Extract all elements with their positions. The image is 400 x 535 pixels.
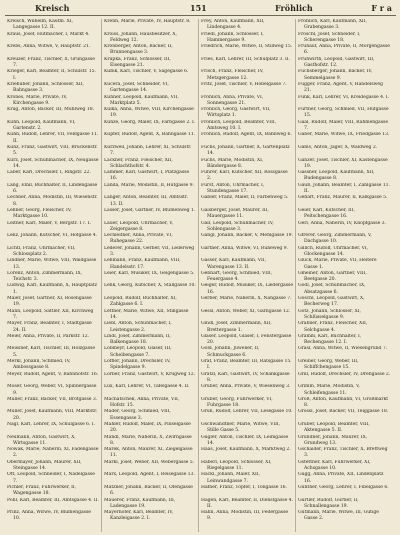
- directory-entry: Müller, Josef, Kaufmann, VIII, Marktstr. 20.: [7, 409, 98, 421]
- directory-entry: Gaisberger, Josef, Maurer, III, Mauergasse 11.: [201, 207, 269, 220]
- directory-entry: Günther, Georg, Lehrer, I, Fibelgasse 6.: [298, 484, 389, 490]
- directory-entry: Lang, Emil, Buchhalter, II, Lindengasse 6.: [7, 182, 98, 195]
- directory-entry: Gstettner, Karl, Fuhrwerker, XI, Achsgasse 10.: [298, 459, 371, 472]
- directory-entry: Kunze, Georg, Maler, IX, Farbgasse 2. I.: [104, 119, 196, 125]
- directory-entry: Lichtl, Franz, Uhrmacher, VII, Schlossplatz 2.: [7, 245, 76, 257]
- directory-entry: Liebl, Anton, Schuhmacher, I, Leistengasse 2.: [104, 321, 172, 333]
- directory-entry: Fugger, Franz, Agent, V, Handelsweg 21.: [298, 81, 383, 94]
- page-header: [5, 3, 396, 16]
- directory-entry: Gaber, Marie, Witwe, IX, Friedgasse 13.: [298, 132, 390, 138]
- directory-entry: Hagen, Karl, Beamter, II, Dienstgasse 4. II.: [201, 497, 293, 509]
- directory-entry: Lenz, Johann, Kutscher, VI, Hofgasse 4.: [7, 233, 98, 239]
- directory-entry: Kuhn, Rudolf, Lehrer, VII, Feldgasse 11. II.: [7, 132, 99, 144]
- directory-entry: Funk, Karl, Lehrer, VI, Kreidegasse 4. I.: [298, 94, 389, 100]
- directory-entry: Krenn, Marie, Private, IV, Hauptstr. 8.: [104, 19, 191, 24]
- directory-entry: Götz, Johann, Schlosser, XI, Schlüsselgasse 9.: [298, 308, 361, 320]
- directory-entry: Kupfer, Rudolf, Agent, X, Bahngasse 11.: [104, 132, 196, 138]
- directory-entry: Gödl, Josef, Schuhmacher, IX, Absatzgasse 6.: [298, 283, 366, 295]
- directory-entry: Fröhlich, Rudolf, Agent, IX, Bahnweg 6.: [201, 132, 292, 138]
- directory-entry: Gschwandtner, Marie, Witwe, VIII, Stille Gasse 5.: [201, 422, 281, 434]
- directory-entry: Mandl, Marie, Näherin, X, Zwirngasse 8.: [104, 434, 192, 446]
- directory-entry: Leopold, Rudolf, Buchhalter, XI, Zahlgasse 6. I.: [104, 296, 177, 308]
- directory-entry: Geier, Karl, Kutscher, III, Peitschengasse 16.: [298, 207, 355, 220]
- directory-entry: Göschl, Leopold, Gastwirt, X, Becherweg 17.: [298, 296, 365, 308]
- directory-entry: Frühauf, Anna, Private, II, Morgengasse 6.: [298, 44, 390, 56]
- directory-entry: Lehmann, Franz, Kaufmann, VIII, Handelsstr. 17.: [104, 258, 181, 270]
- directory-entry: Hahn, Anna, Modistin, III, Federgasse 9.: [201, 510, 289, 522]
- directory-entry: Moser, Georg, Weber, VI, Spinnergasse 9.: [7, 384, 97, 396]
- directory-entry: Kreuzer, Franz, Tischler, X, Grüngasse 7.: [7, 56, 95, 69]
- directory-entry: Landa, Marie, Modistin, II, Hutgasse 9.: [104, 182, 194, 188]
- directory-entry: Nagl, Karl, Lehrer, IX, Schulgasse 6. I.: [7, 422, 95, 427]
- directory-entry: Gartner, Anna, Witwe, VI, Ruheweg 9.: [201, 245, 288, 251]
- directory-entry: Führer, Karl, Kutscher, XII, Rossgasse 2.: [201, 170, 288, 182]
- directory-entry: Fröhlich, Leopold, Beamter, VIII, Amtsweg 10. I.: [201, 119, 277, 132]
- directory-entry: Haberl, Leopold, Schlosser, XI, Riegelgasse 11.: [201, 459, 272, 472]
- directory-entry: Fuchsberger, Johann, Bäcker, IV, Semmelgasse 9.: [298, 69, 373, 81]
- directory-entry: Mader, Georg, Schmied, VIII, Essengasse 3.: [104, 409, 171, 421]
- directory-entry: Kreisch, Wilhelm, Kaufm. XI, Langegasse 12. II.: [7, 19, 73, 31]
- directory-entry: Fröschl, Josef, Schneider, I, Scherengasse 18.: [298, 31, 361, 43]
- directory-column-1: [5, 19, 102, 532]
- directory-entry: Gassner, Leopold, Kaufmann, XII, Budengasse 8.: [298, 170, 375, 182]
- directory-entry: Gold, Johann, Juwelier, II, Schmuckgasse 6.: [201, 346, 260, 358]
- directory-entry: Gebhart, Georg, Schmied, VIII, Feuergasse 4.: [201, 270, 273, 283]
- header-far-right: F r a: [371, 3, 392, 13]
- directory-entry: Lammer, Karl, Gastwirt, I, Platzgasse 16.: [104, 170, 190, 182]
- directory-entry: Marek, Anton, Maurer, XI, Ziegelgasse 11.: [104, 447, 193, 459]
- directory-entry: Gerber, Marie, Näherin, X, Nähgasse 7.: [201, 296, 292, 302]
- directory-entry: Pichler, Franz, Fuhrwerker, II, Wagengasse 18.: [7, 484, 77, 497]
- directory-entry: Lasser, Josef, Gärtner, IV, Blumenweg 1.: [104, 207, 196, 213]
- directory-entry: Graf, Franz, Beamter, III, Ratsgasse 15. I.: [201, 359, 292, 371]
- directory-entry: Fritz, Josef, Tischler, V, Hobelgasse 7.: [201, 81, 287, 87]
- directory-entry: Meissner, Karl, Tischler, III, Holzgasse 5.: [7, 346, 96, 358]
- directory-entry: Mahler, Rudolf, Maler, IX, Pinselgasse 20.: [104, 422, 191, 434]
- directory-entry: Friedl, Johann, Schlosser, I, Hammergasse 9.: [201, 31, 264, 43]
- header-right-keyword: Fröhlich: [275, 3, 313, 13]
- directory-entry: Frey, Anton, Kaufmann, XII, Lindengasse 4.: [201, 19, 265, 31]
- directory-entry: Gruber, Anna, Private, V, Wiesenweg 3.: [201, 384, 291, 390]
- directory-entry: Gschaider, Franz, Tischler, X, Brettweg 3.: [298, 447, 388, 459]
- directory-entry: Meyer, Rudolf, Agent, V, Bahnhofstr. 16.: [7, 371, 99, 377]
- directory-entry: Obermayer, Johann, Maurer, XII, Steingasse 14.: [7, 459, 82, 472]
- directory-entry: Maier, Josef, Gärtner, XI, Rosengasse 19.: [7, 296, 92, 308]
- directory-entry: Lorenz, Anton, Zimmermann, IX, Teichstr. 3.: [7, 270, 83, 283]
- directory-entry: Grasl, Anna, Witwe, II, Wiesengrund 7.: [298, 346, 388, 352]
- directory-column-3: [199, 19, 296, 532]
- directory-entry: Lehner, Georg, Fleischer, IV, Marktgasse 10.: [7, 207, 72, 220]
- directory-entry: Gessl, Anton, Weber, XI, Garngasse 12.: [201, 308, 291, 314]
- directory-entry: Markl, Josef, Weber, XII, Webergasse 5.: [104, 459, 195, 465]
- directory-entry: Grimm, Marie, Modistin, V, Schleifengasse 11.: [298, 384, 360, 396]
- directory-entry: Lechleitner, Anna, Private, VI, Ruhegasse 22.: [104, 233, 173, 245]
- directory-entry: Gasser, Karl, Kaufmann, VII, Warengasse 13. II.: [201, 258, 266, 270]
- directory-entry: Fröhlich, Anna, Private, VI, Sonnengasse 21.: [201, 94, 264, 106]
- directory-entry: Fuchs, Johann, Gärtner, X, Gartenplatz 14.: [201, 144, 290, 157]
- directory-entry: Pohl, Karl, Beamter, III, Amtsgasse 4. II.: [7, 497, 99, 503]
- directory-entry: Kurz, Josef, Schuhmacher, IX, Neugasse 14.: [7, 157, 99, 169]
- directory-entry: Grün, Rudolf, Lehrer, VII, Lesegasse 10.: [201, 409, 293, 415]
- directory-entry: Matzner, Johann, Bäcker, II, Ofengasse 6.: [104, 484, 193, 497]
- directory-entry: Laber, Karl, Drechsler, I, Ringstr. 22.: [7, 170, 91, 176]
- directory-entry: Lorber, Franz, Gastwirt, V, Krugweg 12.: [104, 371, 196, 377]
- directory-entry: Krones, Marie, Private, IV, Kirchengasse 9.: [7, 94, 68, 106]
- directory-entry: Groß, Anton, Kaufmann, VI, Großmarkt 8.: [298, 396, 389, 409]
- directory-entry: Gruber, Leopold, Beamter, VIII, Aktengasse 5. II.: [298, 422, 370, 434]
- directory-entry: Grabner, Franz, Fleischer, XII, Selchgasse 4.: [298, 321, 368, 333]
- directory-entry: Ganzer, Josef, Tischler, XI, Kastengasse 19.: [298, 157, 388, 169]
- directory-entry: Lindl, Josef, Zimmermann, II, Balkengasse 18.: [104, 333, 171, 346]
- directory-entry: Meier, Anna, Private, II, Parkstr. 12.: [7, 333, 90, 339]
- directory-entry: Grill, Rudolf, Drechsler, IV, Drehgasse 2.: [298, 371, 391, 377]
- directory-entry: Ott, Leopold, Schneider, I, Nadelgasse 7.: [7, 472, 95, 484]
- directory-entry: Frühwirth, Leopold, Gastwirt, III, Gasthofstr. 12.: [298, 56, 375, 69]
- directory-entry: Greiner, Georg, Weber, III, Schiffchengasse 15.: [298, 359, 359, 371]
- directory-entry: Mayer, Franz, Beamter, I, Stadtgasse 24. II.: [7, 321, 92, 333]
- directory-entry: Krebs, Anna, Witwe, V, Hauptstr. 21.: [7, 44, 91, 50]
- directory-entry: Neumann, Anton, Gastwirt, X, Wirtsgasse 11.: [7, 434, 76, 446]
- directory-entry: Gillich, Rudolf, Uhrmacher, VI, Glockengasse 14.: [298, 245, 369, 257]
- directory-entry: Mann, Leopold, Sattler, XII, Kirchweg 7.: [7, 308, 94, 320]
- directory-entry: Leier, Karl, Musiker, IX, Geigengasse 5.: [104, 270, 195, 276]
- directory-entry: Fürst, Anton, Uhrmacher, I, Stundengasse 17.: [201, 182, 265, 195]
- directory-entry: Gaal, Rudolf, Maler, VIII, Rahmengasse 7.: [298, 119, 389, 132]
- directory-entry: Prinz, Anna, Witwe, IV, Blumengasse 10.: [7, 510, 91, 522]
- directory-entry: Lechner, Anna, Modistin, III, Wiesenstr. 8.: [7, 195, 98, 207]
- directory-entry: Kuhner, Leopold, Kaufmann, VII, Marktplatz 5.: [104, 94, 179, 106]
- directory-entry: Lederer, Johann, Gerber, VII, Lederweg 3.: [104, 245, 195, 257]
- directory-entry: Geiger, Rudolf, Musiker, IX, Liedergasse 16.: [201, 283, 293, 295]
- directory-entry: Kriehuber, Johann, Schlosser, XII, Bahngasse 3.: [7, 81, 84, 94]
- directory-entry: Gehart, Franz, Maurer, II, Kalkgasse 5.: [298, 195, 388, 201]
- directory-entry: Löffler, Johann, Drechsler, IV, Spindelgasse 9.: [104, 359, 171, 371]
- directory-entry: Kraus, Josef, Hutmacher, I, Markt 4.: [7, 31, 90, 37]
- directory-entry: Gramm, Karl, Buchhalter, I, Rechengasse 12. I.: [298, 333, 362, 346]
- directory-entry: Kurzweil, Johann, Lehrer, XI, Schulstr. 7.: [104, 144, 192, 157]
- directory-entry: Merkl, Johann, Schmied, IV, Ambossgasse 8.: [7, 359, 71, 371]
- directory-entry: Lettner, Marie, Witwe, XII, Stillgasse 14.: [104, 308, 189, 320]
- directory-entry: Grössl, Josef, Bäcker, VII, Teiggasse 18.: [298, 409, 389, 415]
- directory-entry: Gugg, Anna, Private, XII, Lindenplatz 16.: [298, 472, 384, 484]
- directory-entry: Krieger, Karl, Beamter, II, Schulstr. 15. I.: [7, 69, 96, 81]
- directory-entry: Krug, Anton, Bäcker, III, Mühlweg 18.: [7, 107, 94, 113]
- directory-entry: Kulka, Anna, Witwe, VIII, Kirchengasse 19.: [104, 107, 194, 119]
- directory-entry: Lauer, Leopold, Uhrmacher, V, Zeigergasse 8.: [104, 220, 174, 232]
- directory-entry: Leitner, Karl, Maler, V, Bergstr. 17. I.: [7, 220, 91, 226]
- directory-entry: Gabler, Franz, Maler, II, Farbenweg 5.: [201, 195, 289, 201]
- directory-entry: Gutmann, Marie, Witwe, III, Gütige Gasse 2.: [298, 510, 379, 522]
- directory-entry: Fröhlich, Georg, Gastwirt, VII, Wirtsplatz 1.: [201, 107, 271, 119]
- directory-entry: Mauerer, Franz, Kaufmann, III, Ladengasse 19.: [104, 497, 176, 509]
- directory-entry: Gruber, Georg, Fuhrwerker, VI, Fuhrgasse 18.: [201, 396, 273, 409]
- directory-entry: Mayerhofer, Karl, Beamter, IV, Kanzleigasse 2. I.: [104, 510, 174, 522]
- directory-entry: Kroiss, Johann, Hausbesitzer, X, Feldweg 12.: [104, 31, 177, 43]
- directory-entry: Glaser, Leopold, Glaser, I, Fenstergasse 20.: [201, 333, 292, 346]
- directory-entry: Fries, Karl, Lehrer, III, Schulplatz 3. II.: [201, 56, 290, 62]
- directory-entry: Gerl, Anna, Näherin, IV, Knopfgasse 3.: [298, 220, 386, 226]
- directory-entry: Krupka, Franz, Schlosser, III, Eisengasse 21.: [104, 56, 171, 69]
- directory-entry: Grundner, Johann, Maurer, IX, Grundweg 13.: [298, 434, 368, 446]
- directory-entry: Lux, Karl, Lehrer, VI, Tafelgasse 4. II.: [104, 384, 190, 390]
- directory-column-4: [296, 19, 393, 532]
- directory-entry: Kühn, Leopold, Kaufmann, VI, Gartenstr. 2.: [7, 119, 76, 132]
- directory-entry: Nowak, Marie, Näherin, XI, Fadengasse 2.: [7, 447, 99, 459]
- directory-entry: Kunz, Franz, Gastwirt, VIII, Brückenstr. 5.: [7, 144, 98, 157]
- directory-entry: Furtner, Georg, Schmied, VII, Hufgasse 15.: [298, 107, 389, 119]
- directory-entry: Hafner, Franz, Töpfer, I, Tongasse 16.: [201, 484, 287, 490]
- directory-entry: Müller, Franz, Bäcker, VII, Brotgasse 3.: [7, 396, 98, 402]
- directory-entry: Gugler, Anton, Tischler, IX, Leimgasse 14.: [201, 434, 289, 446]
- directory-column-2: [102, 19, 199, 532]
- directory-entry: Machatschek, Anna, Private, VII, Hofstr. 15.: [104, 396, 180, 409]
- directory-entry: Gmeiner, Anton, Gärtner, VIII, Beetgasse 20.: [298, 270, 367, 283]
- directory-entry: Gindl, Josef, Zimmermann, XII, Brettergasse 1.: [201, 321, 272, 333]
- directory-entry: Gratzl, Karl, Gastwirt, IV, Schankgasse 8.: [201, 371, 290, 383]
- directory-entry: Langer, Anton, Beamter, III, Amtsstr. 13. II.: [104, 195, 188, 207]
- directory-entry: Ludwig, Karl, Kaufmann, X, Hauptplatz 1.: [7, 283, 97, 295]
- directory-entry: Haas, Josef, Kaufmann, X, Marktweg 2.: [201, 447, 291, 453]
- directory-entry: Gall, Leopold, Schuhmacher, IV, Sohlengasse 3.: [201, 220, 274, 232]
- directory-entry: Gfrerer, Georg, Zimmermann, V, Dachgasse 10.: [298, 233, 372, 245]
- directory-columns: [5, 19, 396, 532]
- directory-entry: Lindner, Marie, Witwe, VIII, Waldgasse 13.: [7, 258, 97, 270]
- directory-entry: Lackner, Franz, Fleischer, XII, Schlachthofstr. 4.: [104, 157, 173, 169]
- directory-entry: Kronberger, Anton, Bäcker, II, Brunnengasse 3.: [104, 44, 173, 56]
- directory-entry: Gams, Anton, Jäger, X, Waldweg 2.: [298, 144, 378, 150]
- directory-entry: Kucera, Josef, Schneider, VI, Gartengasse 14.: [104, 81, 169, 94]
- page-number: 151: [190, 3, 207, 13]
- directory-entry: Marx, Leopold, Agent, I, Reisegasse 13.: [104, 472, 195, 478]
- directory-entry: Frisch, Franz, Fleischer, IV, Metzgergasse 12.: [201, 69, 264, 81]
- header-left-keyword: Kreisch: [35, 3, 70, 13]
- directory-entry: Gauß, Johann, Beamter, I, Zählgasse 11. II.: [298, 182, 390, 195]
- directory-entry: Lenk, Georg, Kutscher, X, Stallgasse 10.: [104, 283, 196, 289]
- directory-entry: Friedrich, Marie, Witwe, II, Stillweg 15.: [201, 44, 293, 50]
- directory-entry: Kubik, Karl, Tischler, V, Sägegasse 6.: [104, 69, 189, 75]
- directory-entry: Gangl, Johann, Bäcker, V, Mehlgasse 19.: [201, 233, 293, 239]
- directory-entry: Hackl, Johann, Maler, XII, Leinwandgasse 7.: [201, 472, 260, 484]
- directory-entry: Lobmeyr, Leopold, Glaser, III, Scheibengasse 7.: [104, 346, 172, 358]
- directory-entry: Fröhlich, Karl, Kaufmann, XII, Grabengasse 3.: [298, 19, 367, 31]
- directory-entry: Gürtler, Rudolf, Gürtler, II, Schnallengasse 19.: [298, 497, 359, 509]
- directory-entry: Glück, Marie, Private, VII, Heitere Gasse 1.: [298, 258, 377, 270]
- directory-entry: Fuchs, Marie, Modistin, XI, Bändergasse 8.: [201, 157, 264, 169]
